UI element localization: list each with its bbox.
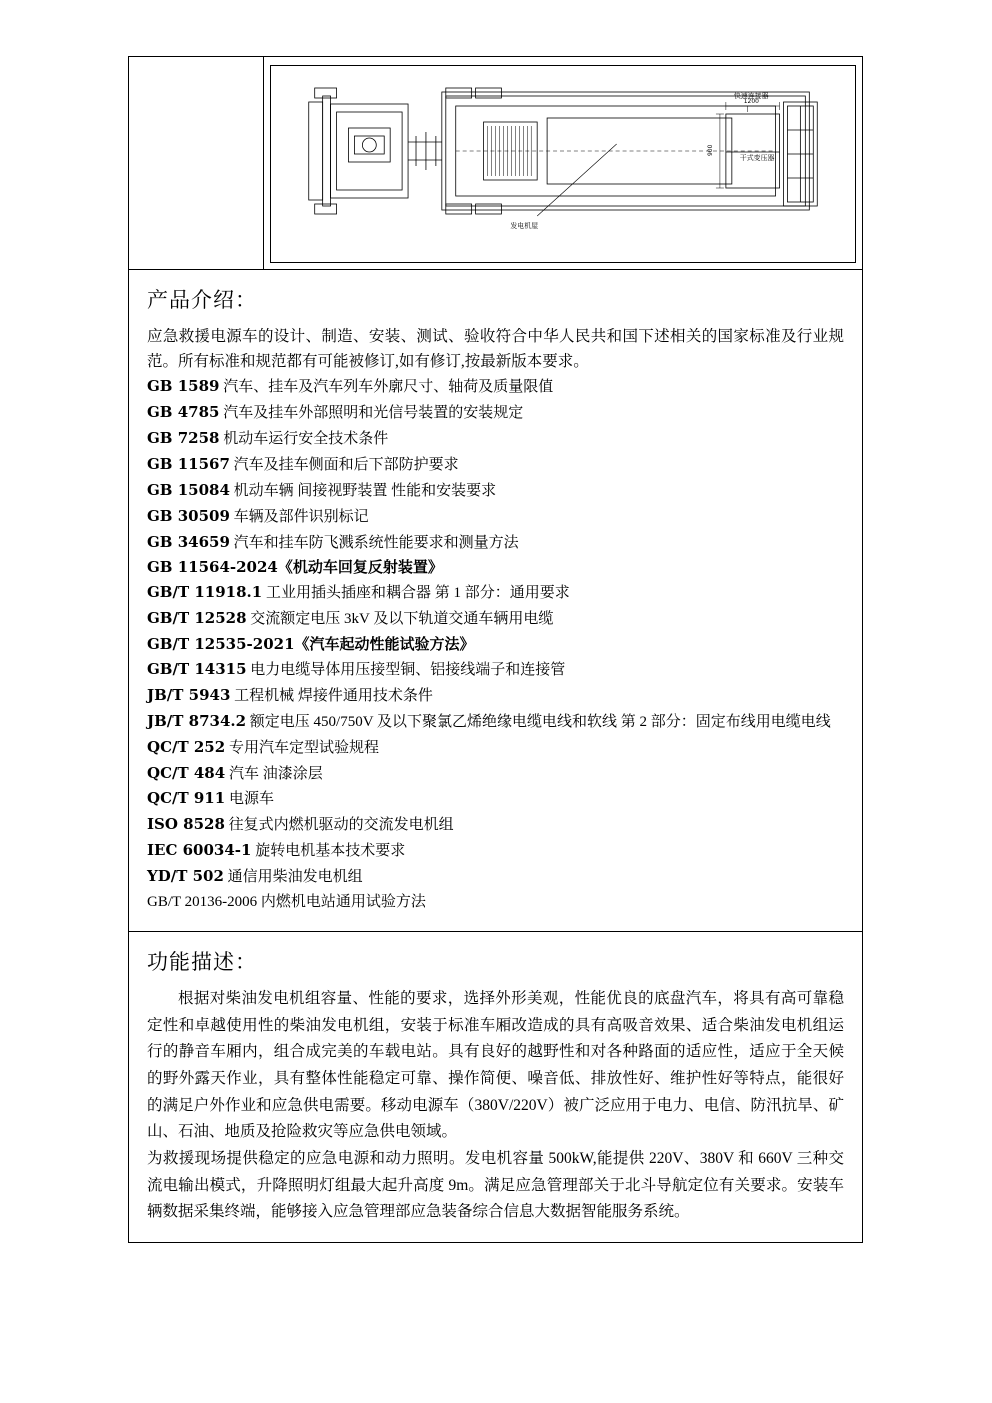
drawing-frame	[270, 65, 856, 263]
standard-item: GB 11564-2024《机动车回复反射装置》	[147, 558, 443, 577]
standard-code: GB/T 11918.1	[147, 583, 263, 602]
standard-item	[147, 683, 844, 709]
standard-text: 专用汽车定型试验规程	[228, 739, 379, 756]
standard-code: IEC 60034-1	[147, 841, 252, 860]
standard-code: YD/T 502	[147, 867, 224, 886]
standard-text: 额定电压 450/750V 及以下聚氯乙烯绝缘电缆电线和软线 第 2 部分：固定布线用电缆电线	[249, 713, 831, 730]
standard-item	[147, 478, 844, 504]
standard-code: QC/T 484	[147, 763, 226, 782]
standard-code: GB/T 12528	[147, 609, 247, 628]
standard-code: JB/T 5943	[147, 685, 231, 704]
standard-text: 机动车运行安全技术条件	[223, 431, 389, 447]
standard-text: 机动车辆 间接视野装置 性能和安装要求	[233, 482, 497, 499]
product-intro-paragraph: 应急救援电源车的设计、制造、安装、测试、验收符合中华人民共和国下述相关的国家标准及行业规范。所有标准和规范都有可能被修订,如有修订,按最新版本要求。	[147, 328, 844, 371]
product-intro-section	[129, 270, 862, 932]
standard-code: GB 1589	[147, 377, 220, 396]
generator-room-label: 发电机屋	[510, 221, 539, 231]
standard-item	[147, 606, 844, 632]
standard-text: 电力电缆导体用压接型铜、铝接线端子和连接管	[250, 662, 566, 679]
standard-code: GB 4785	[147, 403, 220, 422]
standard-item	[147, 504, 844, 530]
standard-item	[147, 761, 844, 787]
standard-code: ISO 8528	[147, 815, 225, 834]
document-table	[128, 56, 863, 1243]
standard-item	[147, 400, 844, 426]
standard-code: GB 34659	[147, 532, 230, 551]
standard-text: 交流额定电压 3kV 及以下轨道交通车辆用电缆	[250, 611, 554, 628]
standard-item	[147, 452, 844, 478]
standard-item	[147, 374, 844, 400]
standard-text: 工程机械 焊接件通用技术条件	[234, 687, 433, 704]
standard-code: GB 15084	[147, 480, 230, 499]
drawing-row	[129, 57, 862, 270]
standard-item	[147, 530, 844, 556]
standard-code: QC/T 252	[147, 737, 226, 756]
standard-text: 通信用柴油发电机组	[227, 869, 363, 886]
standard-item	[147, 786, 844, 812]
standard-text: 汽车 油漆涂层	[228, 765, 323, 782]
standard-code: QC/T 911	[147, 789, 226, 808]
standard-text: 往复式内燃机驱动的交流发电机组	[228, 817, 454, 834]
standard-code: GB/T 14315	[147, 660, 247, 679]
standard-text: 汽车和挂车防飞溅系统性能要求和测量方法	[233, 534, 519, 551]
standard-item	[147, 657, 844, 683]
standard-item	[147, 838, 844, 864]
standard-code: GB 11567	[147, 454, 230, 473]
function-paragraph-2: 为救援现场提供稳定的应急电源和动力照明。发电机容量 500kW,能提供 220V、380V 和 660V 三种交流电输出模式，升降照明灯组最大起升高度 9m。满足应急管理部关于北斗导航定位有关要求。安装车辆数据采集终端，能够接入应急管理部应急装备综合信息大数据智能服务系统。	[147, 1149, 844, 1221]
vehicle-layout-drawing	[271, 66, 855, 262]
drawing-label-cell	[129, 57, 264, 269]
standard-text: 汽车及挂车侧面和后下部防护要求	[233, 456, 459, 473]
dry-transformer-label: 干式变压器	[739, 153, 775, 163]
quick-connector-label: 快速连接器	[733, 91, 769, 101]
standard-item: GB/T 20136-2006 内燃机电站通用试验方法	[147, 894, 426, 911]
standard-code: GB 7258	[147, 429, 220, 447]
standard-text: 车辆及部件识别标记	[233, 508, 369, 525]
standard-item: GB/T 12535-2021《汽车起动性能试验方法》	[147, 635, 475, 654]
standard-text: 汽车及挂车外部照明和光信号装置的安装规定	[223, 405, 524, 422]
dim-top-label: 1200	[743, 97, 759, 106]
drawing-cell	[264, 57, 862, 269]
standard-item	[147, 709, 844, 735]
standard-code: GB 30509	[147, 506, 230, 525]
product-intro-title: 产品介绍：	[147, 288, 257, 312]
standard-item	[147, 426, 844, 452]
standard-item	[147, 580, 844, 606]
standard-item	[147, 735, 844, 761]
standard-item	[147, 864, 844, 890]
function-description-section	[129, 932, 862, 1242]
dim-left-label: 900	[706, 144, 714, 156]
standard-code: JB/T 8734.2	[147, 711, 247, 730]
standard-text: 汽车、挂车及汽车列车外廓尺寸、轴荷及质量限值	[223, 379, 554, 396]
function-description-title: 功能描述：	[147, 949, 257, 974]
standard-text: 电源车	[228, 791, 274, 808]
function-paragraph-1: 根据对柴油发电机组容量、性能的要求，选择外形美观，性能优良的底盘汽车，将具有高可靠稳定性和卓越使用性的柴油发电机组，安装于标准车厢改造成的具有高吸音效果、适合柴油发电机组运行的静音车厢内，组合成完美的车载电站。具有良好的越野性和对各种路面的适应性，适应于全天候的野外露天作业，具有整体性能稳定可靠、操作简便、噪音低、排放性好、维护性好等特点，能很好的满足户外作业和应急供电需要。移动电源车（380V/220V）被广泛应用于电力、电信、防汛抗旱、矿山、石油、地质及抢险救灾等应急供电领域。	[147, 989, 844, 1141]
standard-text: 工业用插头插座和耦合器 第 1 部分：通用要求	[265, 585, 570, 602]
standard-text: 旋转电机基本技术要求	[255, 843, 406, 860]
standard-item	[147, 812, 844, 838]
